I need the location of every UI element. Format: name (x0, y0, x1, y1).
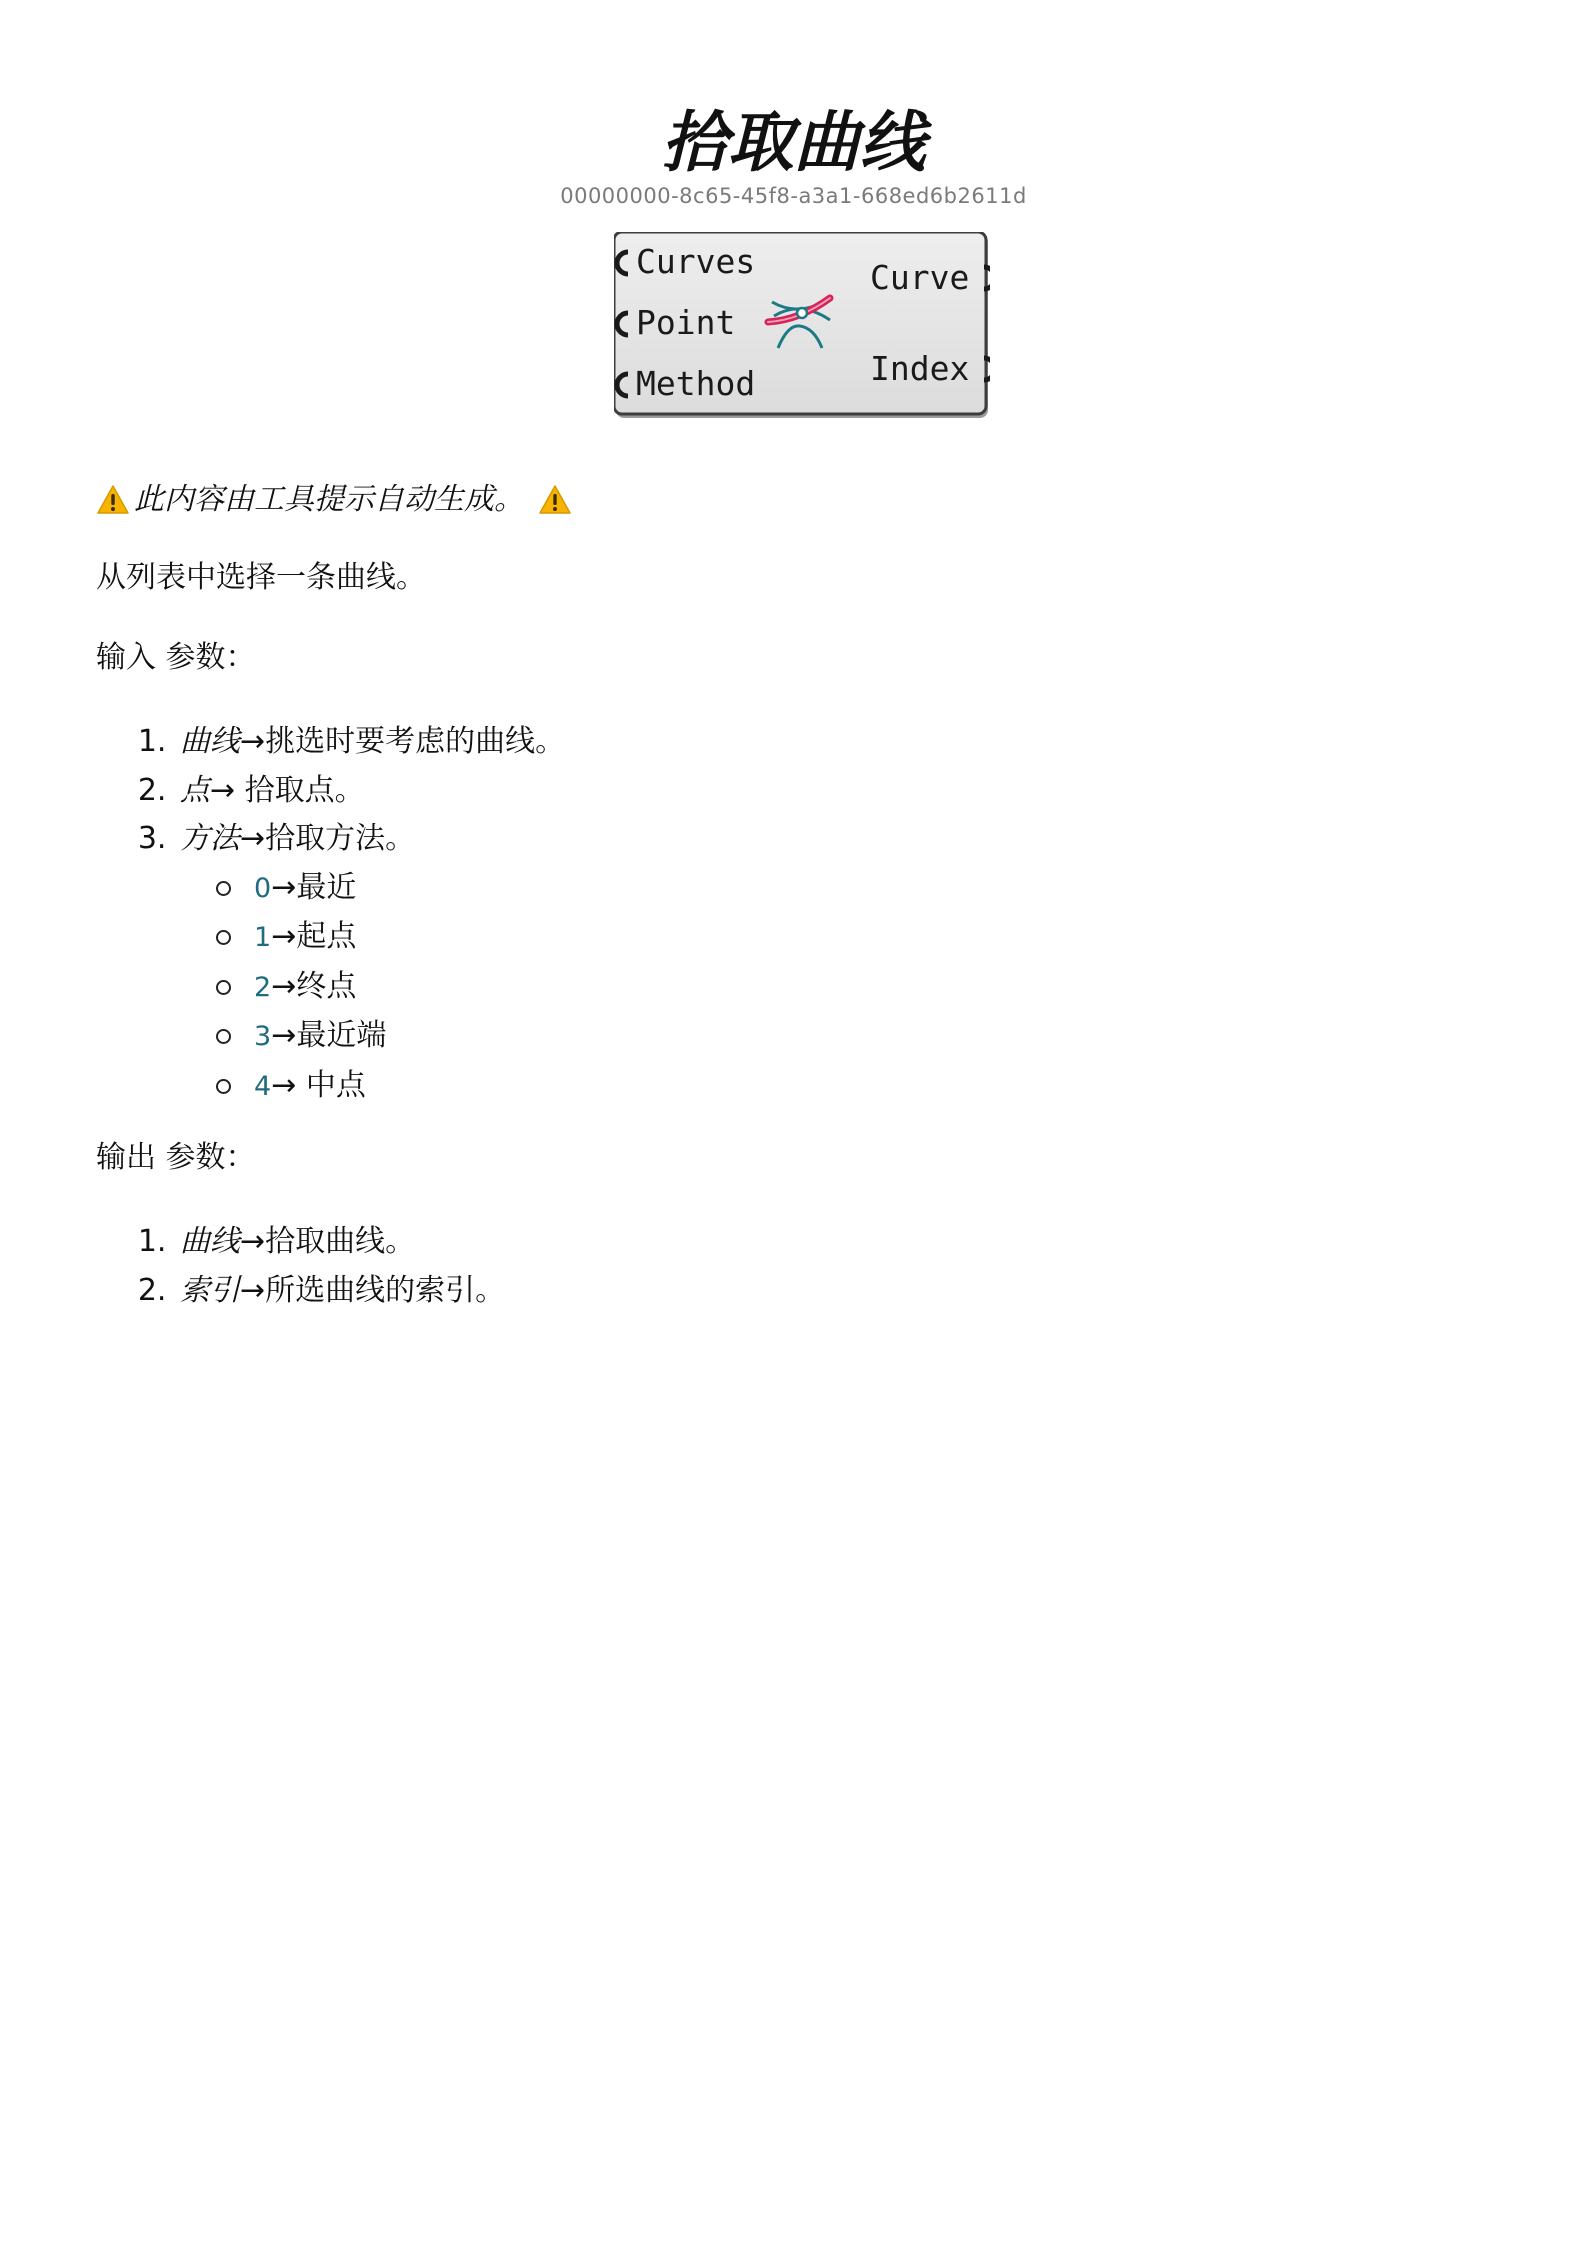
method-option (216, 864, 565, 914)
param-name: 点 (180, 772, 210, 808)
option-desc: →最近端 (271, 1018, 387, 1053)
param-desc: →挑选时要考虑的曲线。 (240, 724, 566, 759)
param-desc: → 拾取点。 (210, 772, 365, 808)
input-param-item (176, 718, 565, 767)
input-label-curves[interactable]: Curves (636, 242, 756, 281)
component-node[interactable] (614, 232, 990, 420)
input-params-list (140, 718, 565, 1111)
option-code: 1 (254, 922, 272, 953)
option-desc: →终点 (271, 968, 357, 1004)
output-label-index[interactable]: Index (870, 349, 970, 388)
outputs-heading: 输出 参数： (96, 1140, 256, 1175)
option-desc: → 中点 (271, 1067, 366, 1103)
output-param-item (176, 1218, 505, 1267)
warning-text: 此内容由工具提示自动生成。 (134, 482, 524, 517)
input-label-method[interactable]: Method (636, 364, 756, 403)
input-param-item (176, 815, 565, 1111)
inputs-heading: 输入 参数： (96, 640, 256, 675)
param-desc: →拾取曲线。 (240, 1224, 416, 1259)
warning-icon (538, 483, 572, 517)
option-code: 4 (254, 1070, 272, 1102)
option-desc: →起点 (271, 919, 357, 954)
option-desc: →最近 (271, 869, 357, 905)
param-name: 曲线 (180, 1224, 240, 1259)
option-code: 2 (254, 971, 272, 1003)
output-label-curve[interactable]: Curve (870, 258, 970, 297)
method-option (216, 913, 565, 963)
output-params-list (140, 1218, 505, 1315)
pick-curve-icon (764, 288, 838, 358)
warning-icon (96, 483, 130, 517)
input-param-item (176, 767, 565, 816)
output-param-item (176, 1267, 505, 1316)
option-code: 3 (254, 1021, 272, 1052)
component-guid: 00000000-8c65-45f8-a3a1-668ed6b2611d (560, 184, 1027, 208)
method-option (216, 1012, 565, 1062)
input-label-point[interactable]: Point (636, 303, 736, 342)
component-summary: 从列表中选择一条曲线。 (96, 560, 426, 595)
autogen-warning (96, 478, 576, 522)
param-name: 曲线 (180, 724, 240, 759)
option-code: 0 (254, 872, 272, 904)
page-title: 拾取曲线 (661, 104, 926, 181)
param-desc: →拾取方法。 (240, 821, 416, 856)
param-desc: →所选曲线的索引。 (240, 1272, 506, 1308)
method-options-list (216, 864, 565, 1112)
param-name: 方法 (180, 821, 240, 856)
method-option (216, 1062, 565, 1112)
param-name: 索引 (180, 1272, 240, 1308)
method-option (216, 963, 565, 1013)
